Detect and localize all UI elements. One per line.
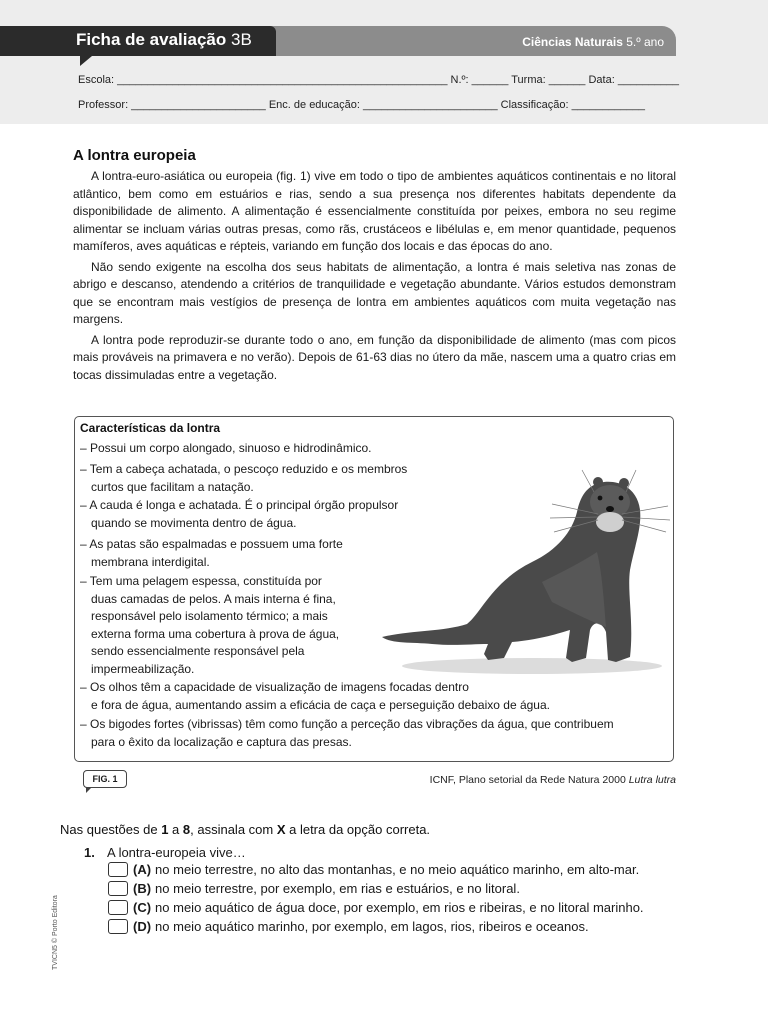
form-line-teacher[interactable]: Professor: ______________________ Enc. de educação: ______________________ Classificação: ____________ xyxy=(78,99,645,111)
form-line-school[interactable]: Escola: ______________________________________________________ N.º: ______ Turma: ______ Data: __________ xyxy=(78,74,680,86)
paragraph-1: A lontra-euro-asiática ou europeia (fig. 1) vive em todo o tipo de ambientes aquáticos continentais e no litoral atlântico, bem como em estuários e rias, sendo a sua presença nos diferentes habitats dependente da disponibilidade de alimento. A alimentação é essencialmente constituída por peixes, embora no seu regime alimentar se incluam várias outras presas, como rãs, crustáceos e libélulas e, em menor quantidade, pequenos mamíferos, aves aquáticas e répteis, variando em função dos locais e das épocas do ano. xyxy=(73,169,676,253)
box-title: Características da lontra xyxy=(80,421,221,435)
option-b[interactable] xyxy=(108,881,520,896)
instr-part: a letra da opção correta. xyxy=(285,822,431,837)
bullet-line: responsável pelo isolamento térmico; a mais xyxy=(91,609,328,623)
bullet-line: sendo essencialmente responsável pela xyxy=(91,644,305,658)
instr-part: , assinala com xyxy=(190,822,277,837)
bullet-line: e fora de água, aumentando assim a eficácia de caça e perseguição debaixo de água. xyxy=(91,697,550,712)
school-year: 5.º ano xyxy=(626,35,664,49)
source-text: ICNF, Plano setorial da Rede Natura 2000 xyxy=(429,774,626,786)
bullet-tail xyxy=(80,497,398,532)
title-bold: Ficha de avaliação xyxy=(76,30,227,49)
instr-part: a xyxy=(168,822,183,837)
bullet-line: – Tem a cabeça achatada, o pescoço reduzido e os membros xyxy=(80,462,408,476)
figure-label-notch xyxy=(86,787,92,793)
bullet-line: externa forma uma cobertura à prova de água, xyxy=(91,626,340,641)
bullet-line: curtos que facilitam a natação. xyxy=(91,479,254,494)
title-tab-notch xyxy=(80,56,92,66)
option-letter: (A) xyxy=(133,862,152,877)
title-number: 3B xyxy=(230,30,252,49)
instr-to: 8 xyxy=(182,822,191,837)
bullet-eyes xyxy=(80,679,550,714)
bullet-whiskers xyxy=(80,716,614,751)
bullet-line: duas camadas de pelos. A mais interna é fina, xyxy=(91,591,336,606)
instr-part: Nas questões de xyxy=(60,822,162,837)
otter-photo xyxy=(372,462,672,682)
bullet-line: – Os bigodes fortes (vibrissas) têm como função a perceção das vibrações da água, que contribuem xyxy=(80,717,614,731)
bullet-line: – Tem uma pelagem espessa, constituída por xyxy=(80,574,322,588)
option-text: no meio terrestre, por exemplo, em rias e estuários, e no litoral. xyxy=(155,881,520,896)
bullet-paws xyxy=(80,536,343,571)
bullet-line: impermeabilização. xyxy=(91,661,195,676)
source-species: Lutra lutra xyxy=(628,774,676,786)
article-heading: A lontra europeia xyxy=(73,147,196,164)
option-a[interactable] xyxy=(108,862,639,877)
checkbox-b[interactable] xyxy=(108,881,128,896)
paragraph-3: A lontra pode reproduzir-se durante todo o ano, em função da disponibilidade de alimento (mas com picos mais prováveis na primavera e no verão). Depois de 61-63 dias no útero da mãe, nascem uma a quatro crias em tocas dissimuladas entre a vegetação. xyxy=(73,332,676,382)
bullet-fur xyxy=(80,573,339,678)
article xyxy=(73,147,676,384)
bullet-line: para o êxito da localização e captura das presas. xyxy=(91,734,352,749)
bullet-line: – Os olhos têm a capacidade de visualização de imagens focadas dentro xyxy=(80,680,469,694)
figure-source xyxy=(430,774,676,786)
bullet-line: membrana interdigital. xyxy=(91,554,210,569)
checkbox-c[interactable] xyxy=(108,900,128,915)
checkbox-d[interactable] xyxy=(108,919,128,934)
bullet-body xyxy=(80,440,372,458)
bullet-line: – As patas são espalmadas e possuem uma forte xyxy=(80,537,343,551)
option-d[interactable] xyxy=(108,919,589,934)
checkbox-a[interactable] xyxy=(108,862,128,877)
option-letter: (B) xyxy=(133,881,152,896)
subject-name: Ciências Naturais xyxy=(522,35,623,49)
instr-mark: X xyxy=(276,822,286,837)
question-text: A lontra-europeia vive… xyxy=(107,845,246,860)
question-number: 1. xyxy=(84,845,95,860)
option-c[interactable] xyxy=(108,900,644,915)
option-letter: (D) xyxy=(133,919,152,934)
instructions xyxy=(60,822,430,837)
option-text: no meio terrestre, no alto das montanhas, e no meio aquático marinho, em alto-mar. xyxy=(155,862,640,877)
bullet-line: – A cauda é longa e achatada. É o principal órgão propulsor xyxy=(80,498,399,512)
bullet-head xyxy=(80,461,407,496)
publisher-credit: TVICN5 © Porto Editora xyxy=(52,895,59,970)
instr-from: 1 xyxy=(161,822,169,837)
worksheet-title xyxy=(76,30,252,50)
option-text: no meio aquático marinho, por exemplo, em lagos, rios, ribeiros e oceanos. xyxy=(155,919,589,934)
option-letter: (C) xyxy=(133,900,152,915)
paragraph-2: Não sendo exigente na escolha dos seus habitats de alimentação, a lontra é mais seletiva nas zonas de abrigo e descanso, atendendo a critérios de tranquilidade e vegetação abundante. Vários estudos demonstram que se encontram mais vestígios de presença de lontra em ambientes aquáticos com muita vegetação nas margens. xyxy=(73,259,676,326)
option-text: no meio aquático de água doce, por exemplo, em rios e ribeiras, e no litoral marinho. xyxy=(155,900,644,915)
bullet-line: quando se movimenta dentro de água. xyxy=(91,515,297,530)
figure-label: FIG. 1 xyxy=(83,770,127,788)
subject-label xyxy=(522,35,664,49)
bullet-line: – Possui um corpo alongado, sinuoso e hidrodinâmico. xyxy=(80,441,372,455)
